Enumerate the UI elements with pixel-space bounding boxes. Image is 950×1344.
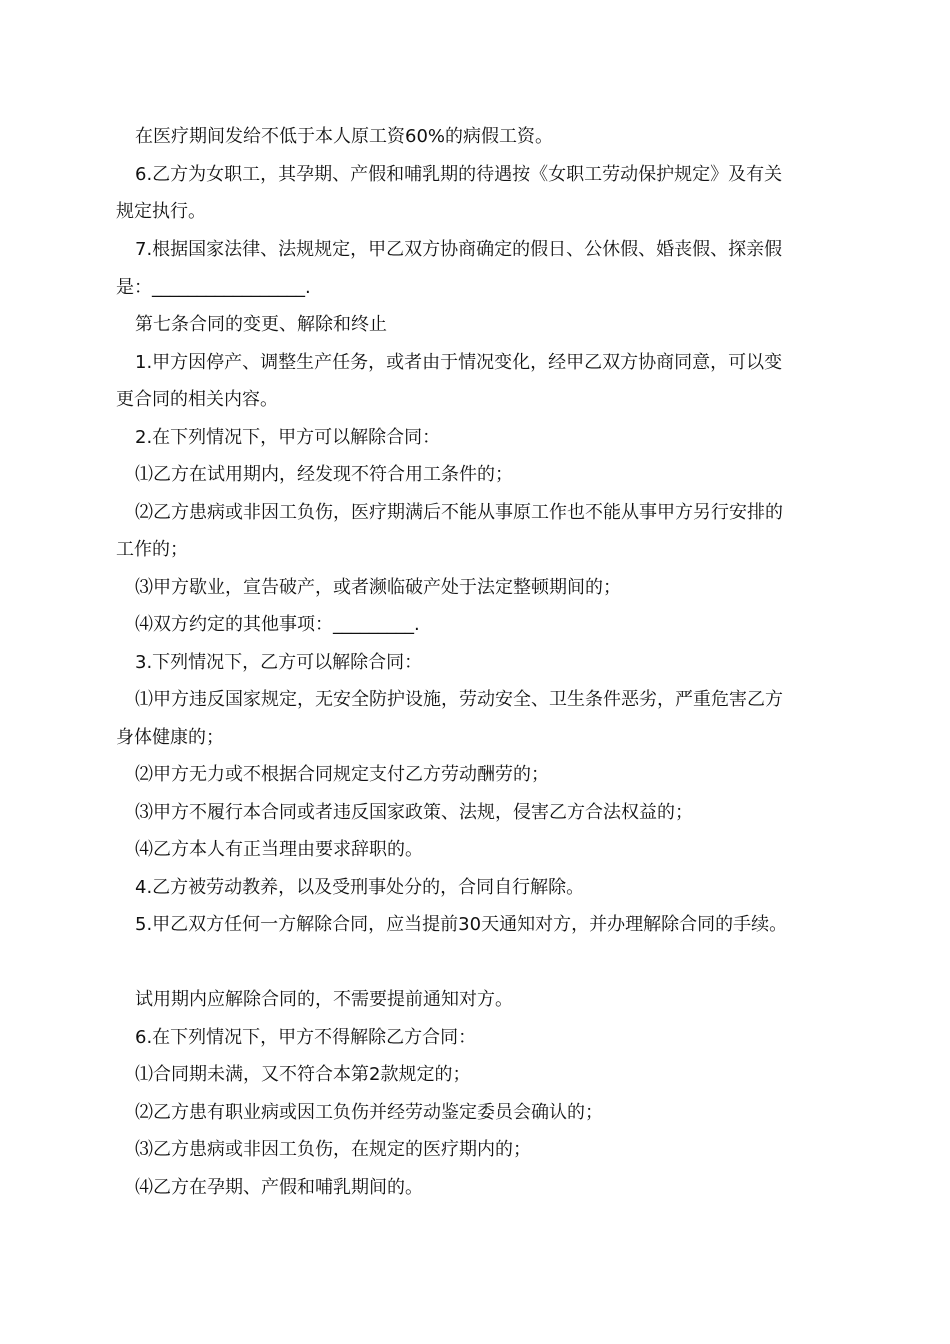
paragraph-line: ⑴乙方在试用期内，经发现不符合用工条件的； — [135, 464, 513, 485]
paragraph-line: ⑶甲方不履行本合同或者违反国家政策、法规，侵害乙方合法权益的； — [135, 802, 693, 823]
paragraph-line: 更合同的相关内容。 — [116, 389, 278, 410]
paragraph-line: ⑷乙方本人有正当理由要求辞职的。 — [135, 839, 423, 860]
paragraph-line: ⑷乙方在孕期、产假和哺乳期间的。 — [135, 1177, 423, 1198]
paragraph-line: 6.在下列情况下，甲方不得解除乙方合同： — [135, 1027, 477, 1048]
paragraph-line: 3.下列情况下，乙方可以解除合同： — [135, 652, 423, 673]
paragraph-line: ⑶乙方患病或非因工负伤，在规定的医疗期内的； — [135, 1139, 531, 1160]
section-heading: 第七条合同的变更、解除和终止 — [135, 314, 387, 335]
paragraph-line: ⑵乙方患有职业病或因工负伤并经劳动鉴定委员会确认的； — [135, 1102, 603, 1123]
paragraph-line: ⑵乙方患病或非因工负伤，医疗期满后不能从事原工作也不能从事甲方另行安排的 — [135, 502, 783, 523]
paragraph-line: 工作的； — [116, 539, 188, 560]
paragraph-line: 规定执行。 — [116, 201, 206, 222]
paragraph-line: ⑶甲方歇业，宣告破产，或者濒临破产处于法定整顿期间的； — [135, 577, 621, 598]
paragraph-line: 在医疗期间发给不低于本人原工资60%的病假工资。 — [135, 126, 554, 147]
paragraph-line: 5.甲乙双方任何一方解除合同，应当提前30天通知对方，并办理解除合同的手续。 — [135, 914, 788, 935]
paragraph-line: ⑴合同期未满，又不符合本第2款规定的； — [135, 1064, 471, 1085]
paragraph-line: ⑴甲方违反国家规定，无安全防护设施，劳动安全、卫生条件恶劣，严重危害乙方 — [135, 689, 783, 710]
paragraph-line: 是：_________________. — [116, 277, 311, 298]
paragraph-line: 7.根据国家法律、法规规定，甲乙双方协商确定的假日、公休假、婚丧假、探亲假 — [135, 239, 783, 260]
paragraph-line: 试用期内应解除合同的，不需要提前通知对方。 — [135, 989, 513, 1010]
paragraph-line: 6.乙方为女职工，其孕期、产假和哺乳期的待遇按《女职工劳动保护规定》及有关 — [135, 164, 783, 185]
paragraph-line: 4.乙方被劳动教养，以及受刑事处分的，合同自行解除。 — [135, 877, 585, 898]
paragraph-line: ⑵甲方无力或不根据合同规定支付乙方劳动酬劳的； — [135, 764, 549, 785]
paragraph-line: 1.甲方因停产、调整生产任务，或者由于情况变化，经甲乙双方协商同意，可以变 — [135, 352, 783, 373]
paragraph-line: ⑷双方约定的其他事项：_________. — [135, 614, 420, 635]
paragraph-line: 身体健康的； — [116, 727, 224, 748]
paragraph-line: 2.在下列情况下，甲方可以解除合同： — [135, 427, 441, 448]
